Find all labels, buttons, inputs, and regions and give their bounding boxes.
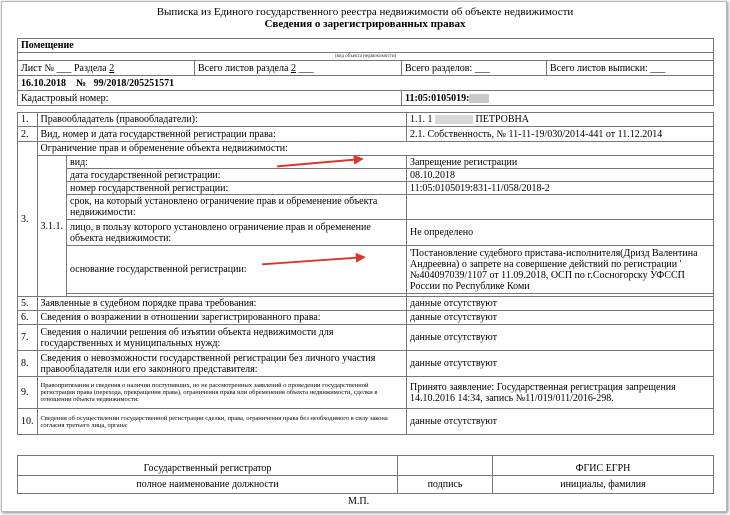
sheet-section: Лист № ___ Раздела 2 — [18, 61, 195, 76]
row-label: Заявленные в судебном порядке права требования: — [37, 297, 407, 311]
row-label: Ограничение прав и обременение объекта недвижимости: — [37, 142, 714, 156]
sub-label: срок, на который установлено ограничение прав и обременение объекта недвижимости: — [67, 195, 407, 220]
row-value: данные отсутствуют — [407, 311, 714, 325]
row-value: данные отсутствуют — [407, 351, 714, 377]
redaction — [469, 94, 489, 103]
position-caption: полное наименование должности — [18, 476, 398, 494]
sub-label: дата государственной регистрации: — [67, 169, 407, 182]
object-type: Помещение — [18, 39, 714, 53]
row-num: 5. — [18, 297, 38, 311]
row-value: данные отсутствуют — [407, 325, 714, 351]
sub-label: основание государственной регистрации: — [67, 246, 407, 294]
row-num: 7. — [18, 325, 38, 351]
object-type-caption: (вид объекта недвижимости) — [18, 53, 714, 61]
cadastral-number: 11:05:0105019: — [402, 91, 714, 106]
row-num: 2. — [18, 127, 38, 142]
sub-label: номер государственной регистрации: — [67, 182, 407, 195]
signature-caption: подпись — [398, 476, 493, 494]
total-sheets: Всего листов выписки: ___ — [547, 61, 714, 76]
row-value: 2.1. Собственность, № 11-11-19/030/2014-441 от 11.12.2014 — [407, 127, 714, 142]
sub-value: 08.10.2018 — [407, 169, 714, 182]
row-value: данные отсутствуют — [407, 409, 714, 435]
seal-place: М.П. — [348, 496, 370, 507]
sub-label: лицо, в пользу которого установлено ограничение прав и обременение объекта недвижимости: — [67, 220, 407, 246]
sub-value: Запрещение регистрации — [407, 156, 714, 169]
cadastral-label: Кадастровый номер: — [18, 91, 402, 106]
document-title: Выписка из Единого государственного реестра недвижимости об объекте недвижимости — [156, 6, 574, 18]
signature-table — [17, 455, 714, 494]
name-caption: инициалы, фамилия — [493, 476, 714, 494]
row-num: 9. — [18, 377, 38, 409]
row-num: 1. — [18, 113, 38, 127]
row-label: Сведения об осуществлении государственной регистрации сделки, права, ограничения права без необходимого в силу закона согласия третьего лица, органа: — [37, 409, 407, 435]
date-number: 16.10.2018 № 99/2018/205251571 — [18, 76, 714, 91]
sub-value: 11:05:0105019:831-11/058/2018-2 — [407, 182, 714, 195]
row-subnum: 3.1.1. — [37, 156, 67, 297]
row-value: Принято заявление: Государственная регистрация запрещения 14.10.2016 14:34, запись №11/019/011/2016-298. — [407, 377, 714, 409]
row-num: 10. — [18, 409, 38, 435]
system-name: ФГИС ЕГРН — [493, 462, 714, 476]
registrar-title: Государственный регистратор — [18, 462, 398, 476]
sheets-in-section: Всего листов раздела 2 ___ — [195, 61, 402, 76]
total-sections: Всего разделов: ___ — [402, 61, 547, 76]
sub-value — [407, 195, 714, 220]
header-table — [17, 38, 714, 106]
row-label: Вид, номер и дата государственной регистрации права: — [37, 127, 407, 142]
row-value: данные отсутствуют — [407, 297, 714, 311]
document-subtitle: Сведения о зарегистрированных правах — [264, 18, 466, 30]
rights-table — [17, 112, 714, 435]
row-num: 6. — [18, 311, 38, 325]
sub-value: 'Постановление судебного пристава-исполнителя(Дризд Валентина Андреевна) о запрете на совершение действий по регистрации ' №404097039/1107 от 11.09.2018, ОСП по г.Сосногорску УФССП России по Республике Коми — [407, 246, 714, 294]
row-label: Сведения о невозможности государственной регистрации без личного участия правообладателя или его законного представителя: — [37, 351, 407, 377]
row-label: Правообладатель (правообладатели): — [37, 113, 407, 127]
row-label: Сведения о возражении в отношении зарегистрированного права: — [37, 311, 407, 325]
row-value: 1.1. 1 ПЕТРОВНА — [407, 113, 714, 127]
row-num: 3. — [18, 142, 38, 297]
redaction — [435, 115, 473, 124]
row-label: Сведения о наличии решения об изъятии объекта недвижимости для государственных и муниципальных нужд: — [37, 325, 407, 351]
sub-label: вид: — [67, 156, 407, 169]
row-num: 8. — [18, 351, 38, 377]
sub-value: Не определено — [407, 220, 714, 246]
row-label: Правопритязания и сведения о наличии поступивших, но не рассмотренных заявлений о проведении государственной регистрации права (перехода, прекращения права), ограничения права или обременения объекта недвижимости, сделки в отношении объекта недвижимости: — [37, 377, 407, 409]
